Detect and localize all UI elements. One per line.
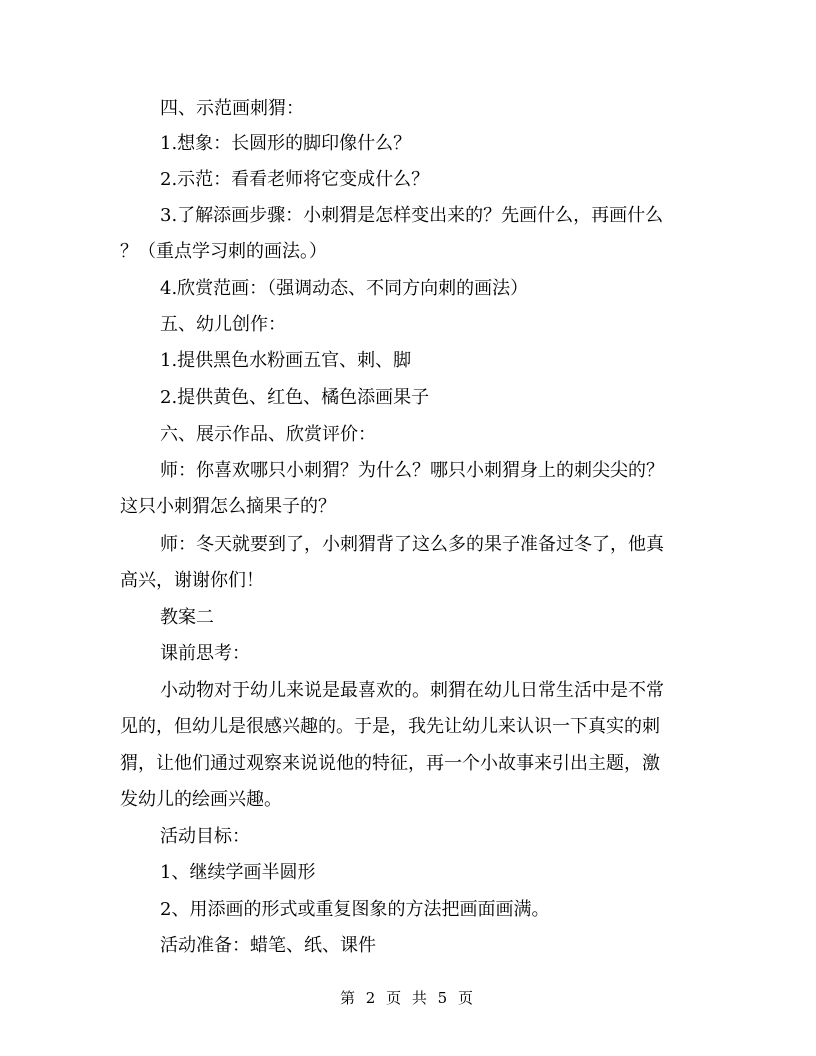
text-line: 2.示范：看看老师将它变成什么？ [160, 169, 430, 190]
text-line: 发幼儿的绘画兴趣。 [120, 789, 282, 810]
text-line: 1.想象：长圆形的脚印像什么？ [160, 133, 412, 154]
section-heading: 课前思考： [160, 643, 250, 664]
lesson-title: 教案二 [160, 607, 214, 628]
page-footer: 第 2 页 共 5 页 [340, 989, 476, 1007]
text-line: ？（重点学习刺的画法。） [120, 241, 327, 262]
text-line: 3.了解添画步骤：小刺猬是怎样变出来的？先画什么，再画什么 [160, 205, 664, 226]
section-heading: 活动目标： [160, 826, 250, 847]
text-line: 猬，让他们通过观察来说说他的特征，再一个小故事来引出主题，激 [120, 753, 660, 774]
text-line: 1.提供黑色水粉画五官、刺、脚 [160, 350, 412, 371]
text-line: 师：你喜欢哪只小刺猬？为什么？哪只小刺猬身上的刺尖尖的？ [160, 460, 664, 481]
text-line: 高兴，谢谢你们！ [120, 570, 264, 591]
text-line: 2.提供黄色、红色、橘色添画果子 [160, 387, 430, 408]
text-line: 2、用添画的形式或重复图象的方法把画面画满。 [160, 899, 550, 920]
text-line: 1、继续学画半圆形 [160, 862, 316, 883]
text-line: 4.欣赏范画：（强调动态、不同方向刺的画法） [160, 278, 529, 299]
section-heading-5: 五、幼儿创作： [160, 314, 286, 335]
text-line: 小动物对于幼儿来说是最喜欢的。刺猬在幼儿日常生活中是不常 [160, 680, 664, 701]
section-heading-6: 六、展示作品、欣赏评价： [160, 424, 376, 445]
text-line: 这只小刺猬怎么摘果子的？ [120, 496, 336, 517]
text-line: 师：冬天就要到了，小刺猬背了这么多的果子准备过冬了，他真 [160, 534, 664, 555]
text-line: 见的，但幼儿是很感兴趣的。于是，我先让幼儿来认识一下真实的刺 [120, 716, 660, 737]
section-heading-4: 四、示范画刺猬： [160, 98, 304, 119]
text-line: 活动准备：蜡笔、纸、课件 [160, 935, 376, 956]
